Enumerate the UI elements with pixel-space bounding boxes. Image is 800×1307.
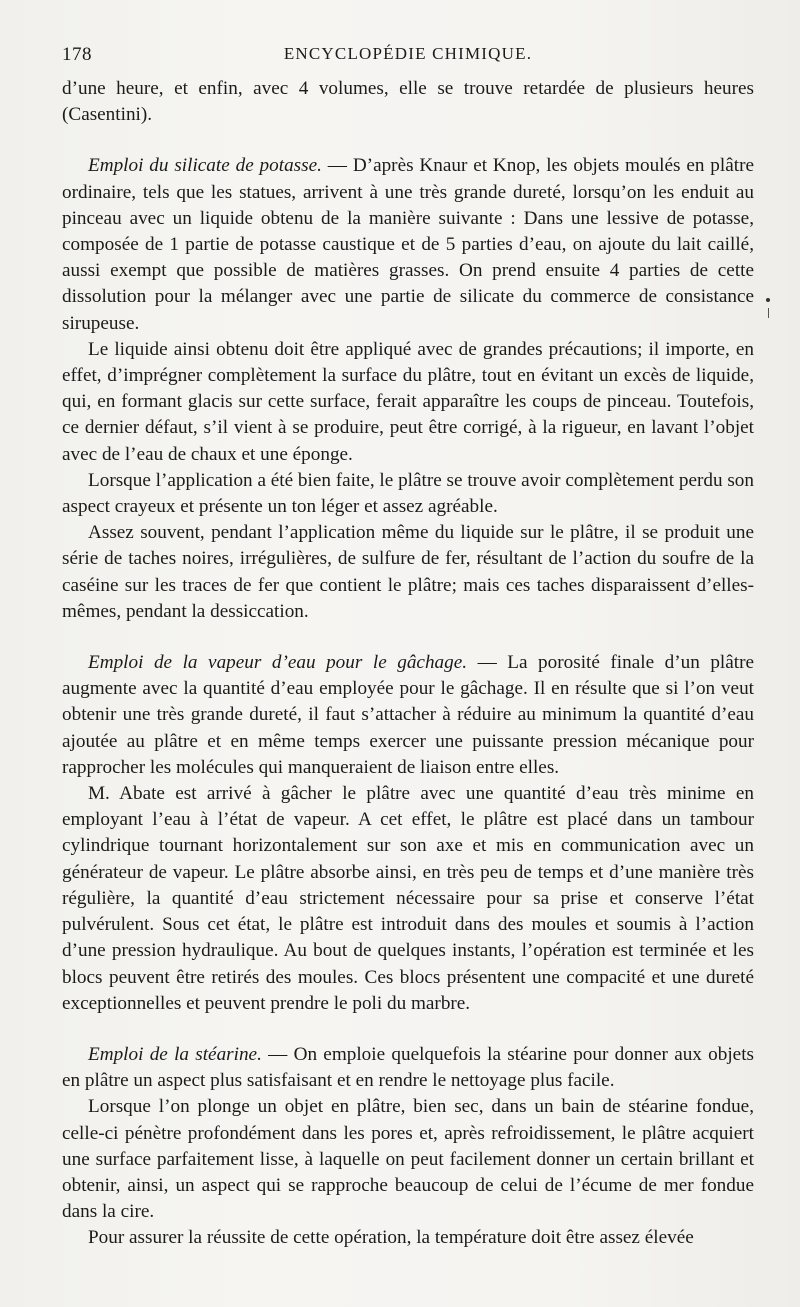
paragraph-text: — La porosité finale d’un plâtre augmente avec la quantité d’eau employée pour le gâchage. Il en résulte que si l’on veut obtenir une très grande dureté, il faut s’attacher à réduire au minimum la quantité d’eau ajoutée au plâtre et en même temps exercer une puissante pression mécanique pour rapprocher les molécules qui manqueraient de liaison entre elles. <box>62 652 754 778</box>
running-title: ENCYCLOPÉDIE CHIMIQUE. <box>283 44 533 63</box>
paragraph <box>62 520 754 625</box>
page-body <box>62 76 754 1252</box>
section-title: Emploi de la stéarine. <box>88 1043 262 1065</box>
paragraph-text: Assez souvent, pendant l’application même du liquide sur le plâtre, il se produit une série de taches noires, irrégulières, de sulfure de fer, résultant de l’action du soufre de la caséine sur les traces de fer que contient le plâtre; mais ces taches disparaissent d’elles-mêmes, pendant la dessiccation. <box>62 522 754 622</box>
paragraph-text: Le liquide ainsi obtenu doit être appliqué avec de grandes précautions; il importe, en effet, d’imprégner complètement la surface du plâtre, tout en évitant un excès de liquide, qui, en formant glacis sur cette surface, ferait apparaître les coups de pinceau. Toutefois, ce dernier défaut, s’il vient à se produire, peut être corrigé, à la rigueur, en lavant l’objet avec de l’eau de chaux et une éponge. <box>62 338 754 465</box>
page-number: 178 <box>62 44 92 65</box>
section-stearine <box>62 1042 754 1094</box>
paragraph-continuation <box>62 76 754 128</box>
paragraph-text: M. Abate est arrivé à gâcher le plâtre avec une quantité d’eau très minime en employant l’eau à l’état de vapeur. A cet effet, le plâtre est placé dans un tambour cylindrique tournant horizontalement sur son axe et mis en communication avec un générateur de vapeur. Le plâtre absorbe ainsi, en très peu de temps et d’une manière très régulière, la quantité d’eau strictement nécessaire pour sa prise et conserve l’état pulvérulent. Sous cet état, le plâtre est introduit dans des moules et soumis à l’action d’une pression hydraulique. Au bout de quelques instants, l’opération est terminée et les blocs peuvent être retirés des moules. Ces blocs présentent une compacité et une dureté exceptionnelles et peuvent prendre le poli du marbre. <box>62 783 754 1014</box>
margin-tick-mark <box>768 308 769 318</box>
paragraph-text: — D’après Knaur et Knop, les objets moulés en plâtre ordinaire, tels que les statues, arrivent à une très grande dureté, lorsqu’on les enduit au pinceau avec un liquide obtenu de la manière suivante : Dans une lessive de potasse, composée de 1 partie de potasse caustique et de 5 parties d’eau, on ajoute du lait caillé, aussi exempt que possible de matières grasses. On prend ensuite 4 parties de cette dissolution pour la mélanger avec une partie de silicate du commerce de consistance sirupeuse. <box>62 155 754 334</box>
paragraph <box>62 1094 754 1225</box>
margin-dot-mark <box>766 298 770 302</box>
paragraph <box>62 337 754 468</box>
section-silicate <box>62 153 754 336</box>
paragraph <box>62 468 754 520</box>
section-title: Emploi de la vapeur d’eau pour le gâchage. <box>88 652 468 674</box>
paragraph-text: d’une heure, et enfin, avec 4 volumes, elle se trouve retardée de plusieurs heures (Casentini). <box>62 78 754 126</box>
paragraph-text: — On emploie quelquefois la stéarine pour donner aux objets en plâtre un aspect plus satisfaisant et en rendre le nettoyage plus facile. <box>62 1043 754 1092</box>
section-title: Emploi du silicate de potasse. <box>88 155 322 177</box>
paragraph-cut-off <box>62 1225 754 1251</box>
section-vapeur <box>62 650 754 781</box>
paragraph-text: Lorsque l’on plonge un objet en plâtre, bien sec, dans un bain de stéarine fondue, celle-ci pénètre profondément dans les pores et, après refroidissement, le plâtre acquiert une surface parfaitement lisse, à laquelle on peut facilement donner un certain brillant et obtenir, ainsi, un aspect qui se rapproche beaucoup de celui de l’écume de mer fondue dans la cire. <box>62 1096 754 1223</box>
page-header <box>62 44 754 70</box>
paragraph-text: Pour assurer la réussite de cette opération, la température doit être assez élevée <box>88 1227 694 1249</box>
paragraph <box>62 781 754 1017</box>
paragraph-text: Lorsque l’application a été bien faite, le plâtre se trouve avoir complètement perdu son aspect crayeux et présente un ton léger et assez agréable. <box>62 469 754 518</box>
